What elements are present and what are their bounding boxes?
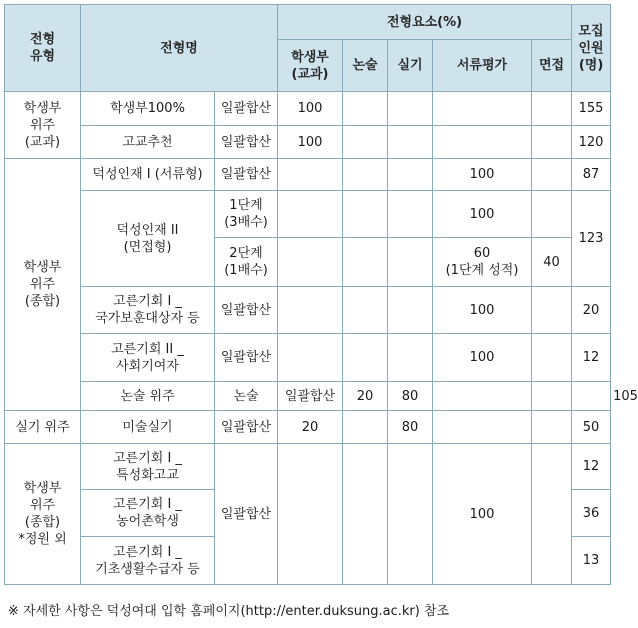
header-essay: 논술 [343, 40, 388, 92]
quota-cell: 12 [572, 334, 611, 382]
school-record-cell: 20 [343, 382, 388, 411]
header-interview: 면접 [532, 40, 572, 92]
document-cell: 100 [433, 159, 532, 191]
category-cell: 학생부 위주 (종합) [5, 159, 81, 411]
track-name: 미술실기 [81, 411, 215, 444]
method-cell: 일괄합산 [215, 159, 278, 191]
track-name: 학생부100% [81, 92, 215, 126]
track-name: 고른기회 I _ 특성화고교 [81, 444, 215, 490]
track-name: 논술 [215, 382, 278, 411]
method-cell: 일괄합산 [278, 382, 343, 411]
quota-cell: 36 [572, 490, 611, 537]
quota-cell: 13 [572, 537, 611, 585]
school-record-cell: 100 [278, 92, 343, 126]
method-cell: 일괄합산 [215, 411, 278, 444]
document-cell: 100 [433, 287, 532, 334]
track-name: 덕성인재 II (면접형) [81, 191, 215, 287]
footnote: ※ 자세한 사항은 덕성여대 입학 홈페이지(http://enter.duksung.ac.kr) 참조 [8, 604, 450, 619]
header-practical: 실기 [388, 40, 433, 92]
quota-cell: 120 [572, 126, 611, 159]
header-factors: 전형요소(%) [278, 5, 572, 40]
admission-table: 전형 유형 전형명 전형요소(%) 모집 인원 (명) 학생부 (교과) 논술 실기 서류평가 면접 학생부 위주 (교과) 학생부100% 일괄합산 100 155 고교추천 일괄합산 100 120 학생부 위주 (종합) 덕성인재 I (서류형) 일괄합산 100 87 덕성인재 II (면접형) 1단계 (3배수) 100 123 2단계 (1배수) 60 (1단계 성적) 40 고른기회 I _ 국가보훈대상자 등 일괄합산 100 20 고른기회 II _ 사회기여자 일괄합산 100 12 논술 위주 논술 일괄합산 20 80 105 실기 위주 미술실기 일괄합산 20 80 50 학생부 위주 (종합) *정원 외 고른기회 I _ 특성화고교 일괄합산 100 12 고른기회 I _ 농어촌학생 36 고른기회 I _ 기초생활수급자 등 13 [4, 4, 611, 585]
category-cell: 실기 위주 [5, 411, 81, 444]
practical-cell: 80 [388, 411, 433, 444]
document-cell: 100 [433, 444, 532, 585]
stage-cell: 2단계 (1배수) [215, 238, 278, 287]
quota-cell: 123 [572, 191, 611, 287]
school-record-cell: 100 [278, 126, 343, 159]
header-document: 서류평가 [433, 40, 532, 92]
school-record-cell: 20 [278, 411, 343, 444]
quota-cell: 155 [572, 92, 611, 126]
quota-cell: 12 [572, 444, 611, 490]
document-cell: 100 [433, 191, 532, 238]
header-name: 전형명 [81, 5, 278, 92]
category-cell: 학생부 위주 (종합) *정원 외 [5, 444, 81, 585]
track-name: 고른기회 I _ 기초생활수급자 등 [81, 537, 215, 585]
method-cell: 일괄합산 [215, 287, 278, 334]
category-cell: 학생부 위주 (교과) [5, 92, 81, 159]
quota-cell: 50 [572, 411, 611, 444]
document-cell: 100 [433, 334, 532, 382]
method-cell: 일괄합산 [215, 444, 278, 585]
header-quota: 모집 인원 (명) [572, 5, 611, 92]
method-cell: 일괄합산 [215, 334, 278, 382]
track-name: 덕성인재 I (서류형) [81, 159, 215, 191]
track-name: 고교추천 [81, 126, 215, 159]
header-school-record: 학생부 (교과) [278, 40, 343, 92]
interview-cell: 40 [532, 238, 572, 287]
method-cell: 일괄합산 [215, 92, 278, 126]
header-type: 전형 유형 [5, 5, 81, 92]
track-name: 고른기회 II _ 사회기여자 [81, 334, 215, 382]
track-name: 고른기회 I _ 국가보훈대상자 등 [81, 287, 215, 334]
stage-cell: 1단계 (3배수) [215, 191, 278, 238]
track-name: 고른기회 I _ 농어촌학생 [81, 490, 215, 537]
category-cell: 논술 위주 [81, 382, 215, 411]
quota-cell: 20 [572, 287, 611, 334]
document-cell: 60 (1단계 성적) [433, 238, 532, 287]
quota-cell: 87 [572, 159, 611, 191]
essay-cell: 80 [388, 382, 433, 411]
method-cell: 일괄합산 [215, 126, 278, 159]
